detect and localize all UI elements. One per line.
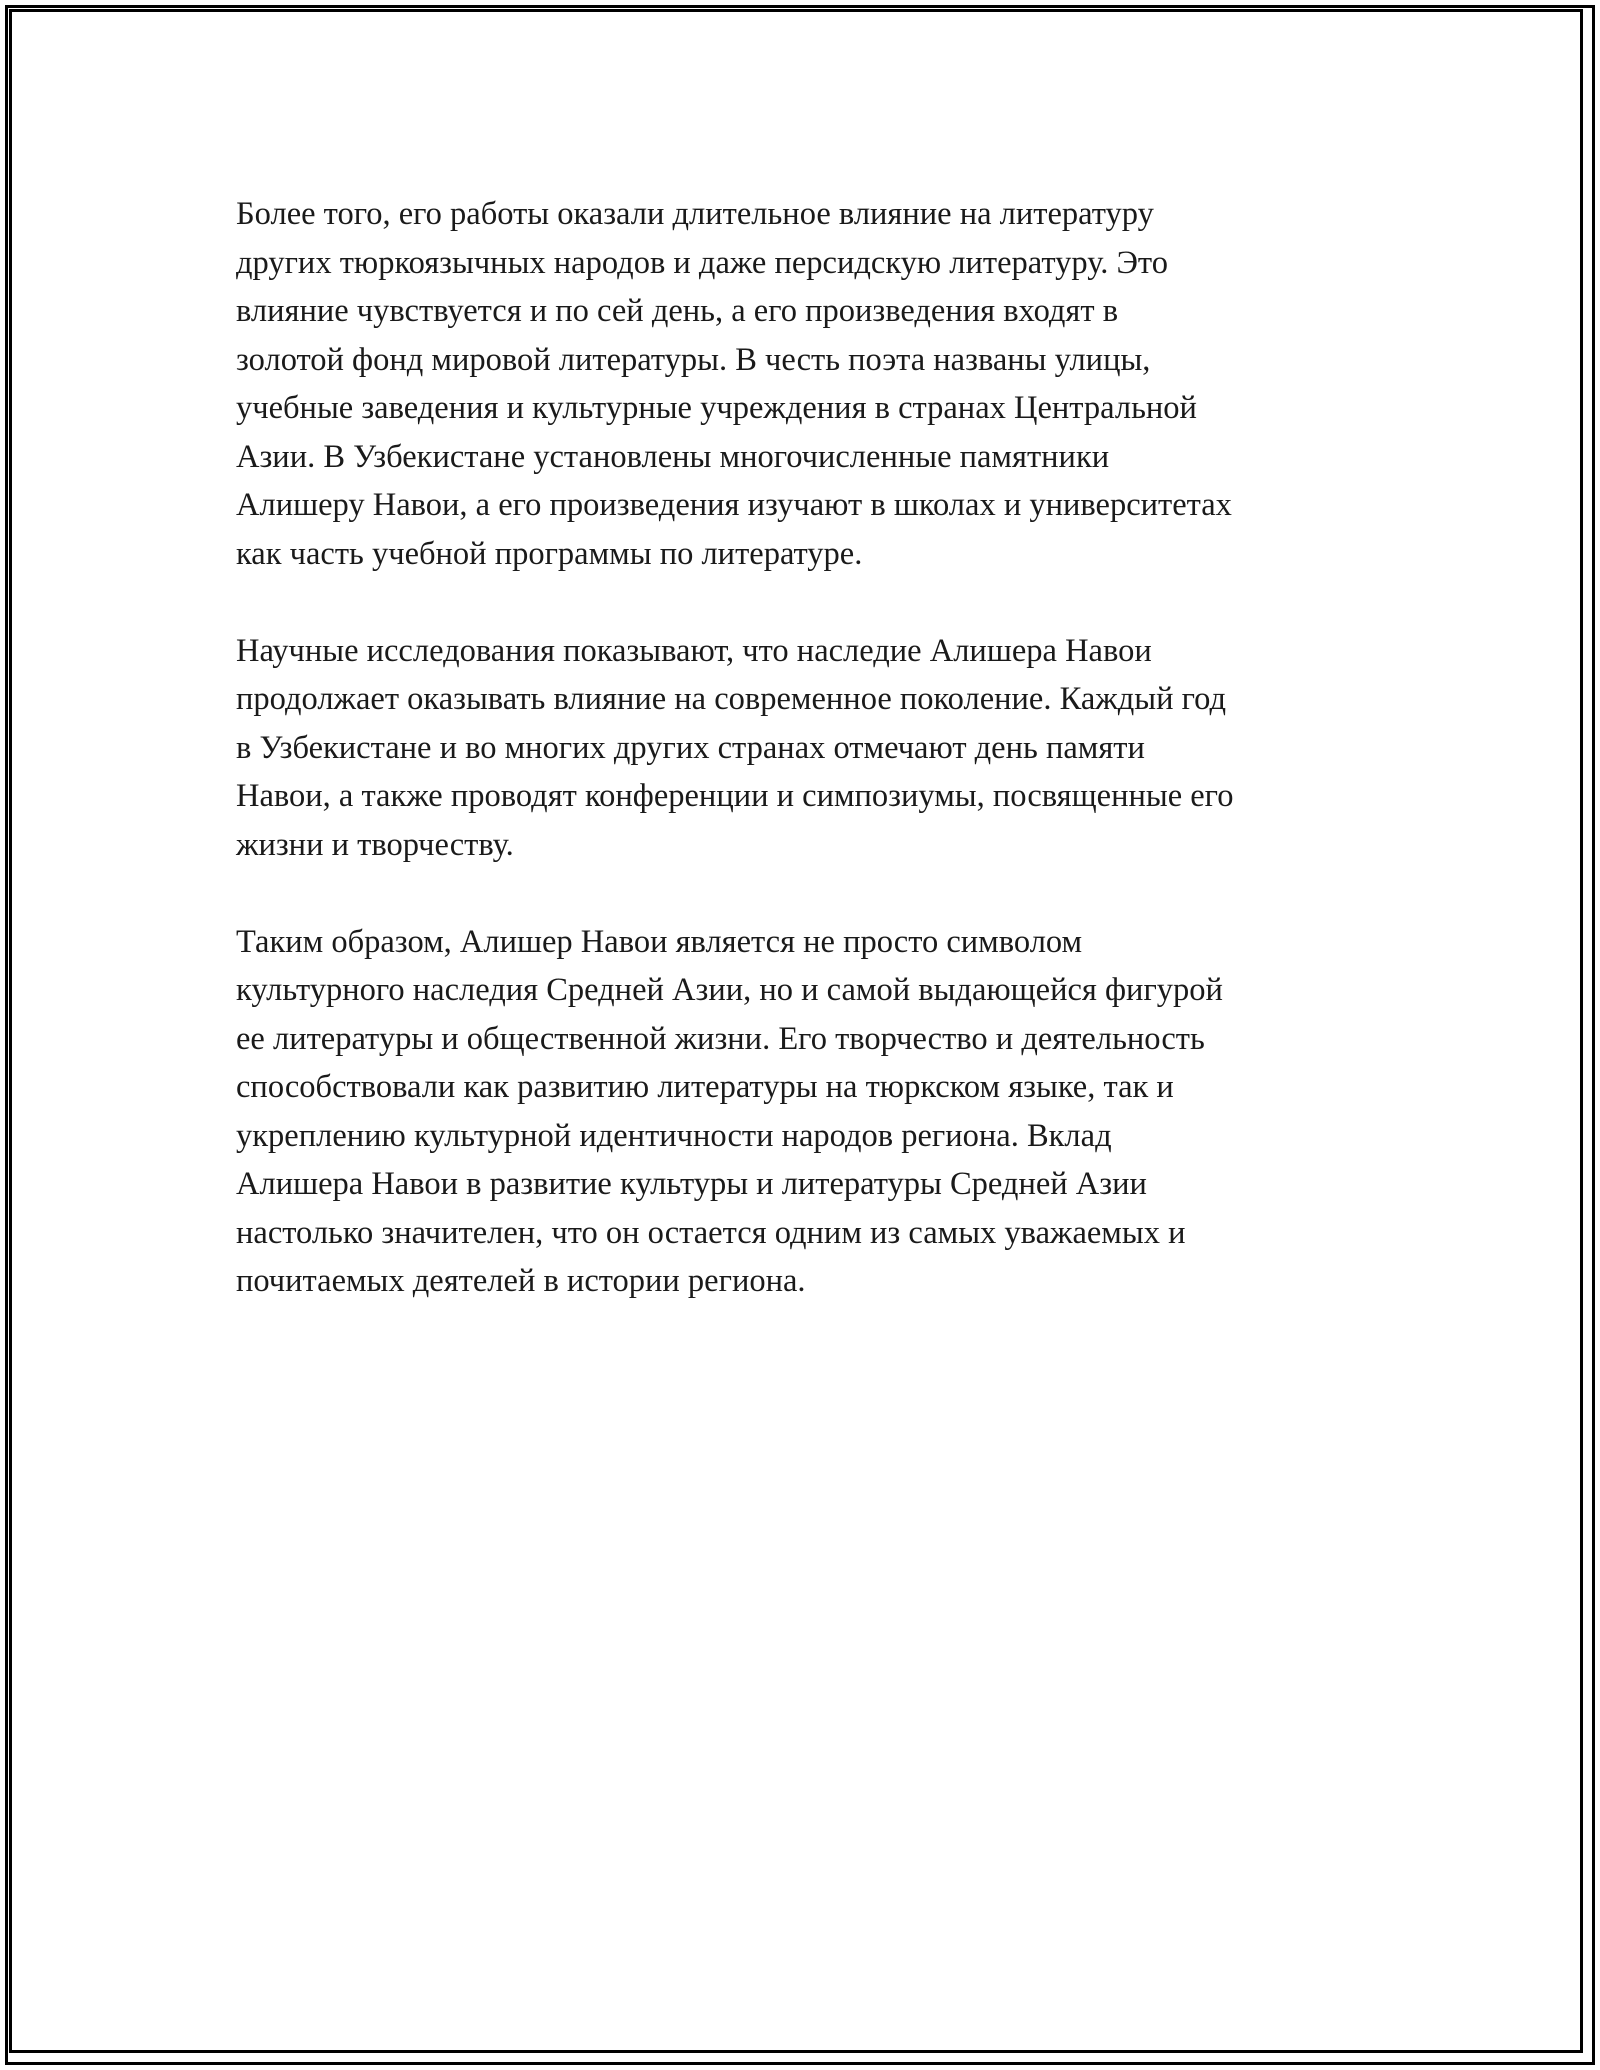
- text-line: Азии. В Узбекистане установлены многочисленные памятники: [236, 438, 1110, 475]
- text-line: Алишера Навои в развитие культуры и литературы Средней Азии: [236, 1166, 1147, 1202]
- text-line: влияние чувствуется и по сей день, а его произведения входят в: [236, 293, 1119, 329]
- text-line: Более того, его работы оказали длительное влияние на литературу: [236, 196, 1154, 232]
- text-line: учебные заведения и культурные учреждения в странах Центральной: [236, 390, 1197, 426]
- text-line: жизни и творчеству.: [236, 826, 514, 863]
- text-line: продолжает оказывать влияние на современное поколение. Каждый год: [236, 681, 1226, 717]
- text-line: ее литературы и общественной жизни. Его творчество и деятельность: [236, 1020, 1205, 1057]
- text-line: в Узбекистане и во многих других странах отмечают день памяти: [236, 729, 1145, 766]
- text-line: золотой фонд мировой литературы. В честь поэта названы улицы,: [236, 341, 1151, 378]
- paragraph: [236, 627, 1366, 870]
- paragraph: [236, 918, 1366, 1306]
- text-line: настолько значителен, что он остается одним из самых уважаемых и: [236, 1214, 1186, 1251]
- text-line: культурного наследия Средней Азии, но и самой выдающейся фигурой: [236, 972, 1223, 1008]
- document-body: [236, 190, 1366, 1354]
- text-line: Таким образом, Алишер Навои является не просто символом: [236, 923, 1083, 960]
- text-line: почитаемых деятелей в истории региона.: [236, 1263, 806, 1299]
- text-line: способствовали как развитию литературы на тюркском языке, так и: [236, 1069, 1174, 1105]
- text-line: как часть учебной программы по литературе.: [236, 535, 863, 572]
- text-line: укреплению культурной идентичности народов региона. Вклад: [236, 1117, 1112, 1154]
- text-line: Алишеру Навои, а его произведения изучают в школах и университетах: [236, 487, 1232, 523]
- text-line: Навои, а также проводят конференции и симпозиумы, посвященные его: [236, 778, 1234, 814]
- text-line: других тюркоязычных народов и даже персидскую литературу. Это: [236, 244, 1168, 281]
- paragraph: [236, 190, 1366, 578]
- text-line: Научные исследования показывают, что наследие Алишера Навои: [236, 632, 1152, 669]
